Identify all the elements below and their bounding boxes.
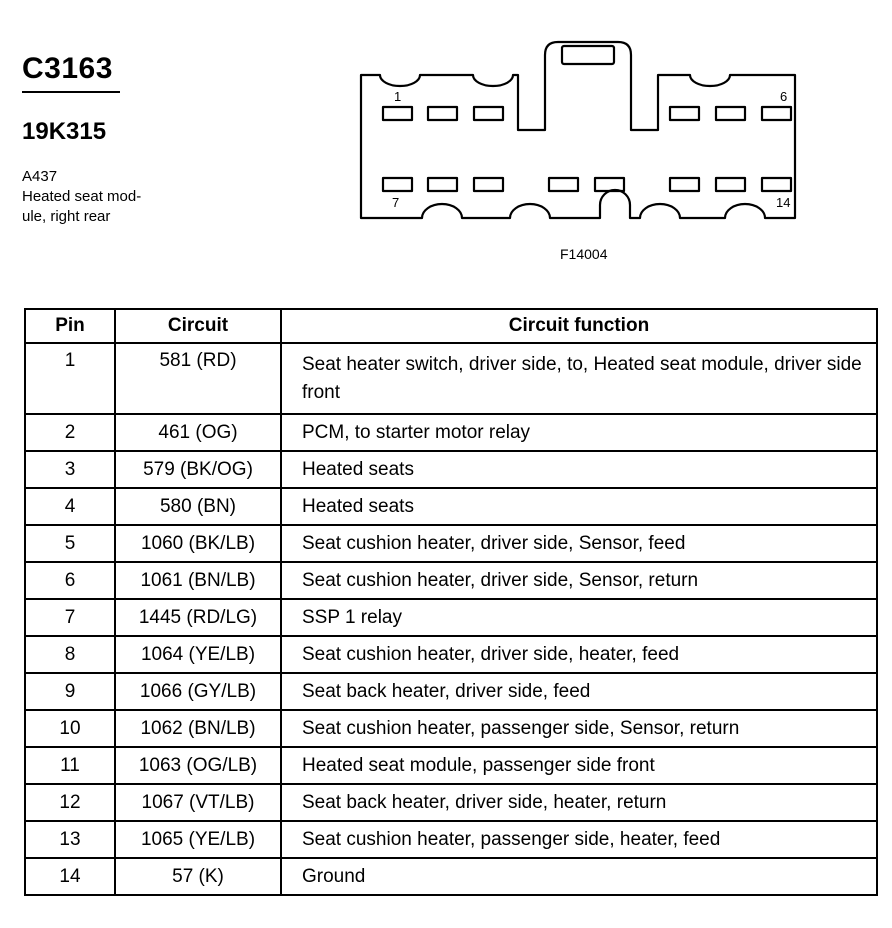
pinout-table: [24, 308, 878, 896]
table-row: [25, 488, 877, 525]
table-row: [25, 858, 877, 895]
pin-cell: 2: [25, 414, 115, 451]
circuit-cell: 581 (RD): [115, 343, 281, 414]
header-circuit-function: Circuit function: [281, 309, 877, 343]
circuit-cell: 1067 (VT/LB): [115, 784, 281, 821]
pin-cell: 10: [25, 710, 115, 747]
table-row: [25, 784, 877, 821]
function-cell: Heated seat module, passenger side front: [281, 747, 877, 784]
table-row: [25, 451, 877, 488]
connector-id-underline: [22, 91, 120, 93]
pin-cell: 3: [25, 451, 115, 488]
table-row: [25, 821, 877, 858]
table-row: [25, 673, 877, 710]
connector-latch: [562, 46, 614, 64]
circuit-cell: 1066 (GY/LB): [115, 673, 281, 710]
table-row: [25, 599, 877, 636]
function-cell: Seat back heater, driver side, feed: [281, 673, 877, 710]
component-description-line1: Heated seat mod-: [22, 188, 142, 205]
function-cell: SSP 1 relay: [281, 599, 877, 636]
connector-face-diagram: [340, 30, 810, 245]
connector-id: C3163: [22, 52, 113, 85]
pin-cell: 8: [25, 636, 115, 673]
table-row: [25, 414, 877, 451]
pin-cell: 5: [25, 525, 115, 562]
function-cell: Seat back heater, driver side, heater, return: [281, 784, 877, 821]
function-cell: Seat cushion heater, driver side, heater, feed: [281, 636, 877, 673]
table-row: [25, 562, 877, 599]
header-pin: Pin: [25, 309, 115, 343]
function-cell: Ground: [281, 858, 877, 895]
component-description-line2: ule, right rear: [22, 208, 111, 225]
pin-cell: 13: [25, 821, 115, 858]
circuit-cell: 1065 (YE/LB): [115, 821, 281, 858]
pin-cell: 14: [25, 858, 115, 895]
function-cell: Seat cushion heater, passenger side, heater, feed: [281, 821, 877, 858]
pin-label-7: 7: [392, 195, 400, 210]
circuit-cell: 1062 (BN/LB): [115, 710, 281, 747]
function-cell: PCM, to starter motor relay: [281, 414, 877, 451]
circuit-cell: 1063 (OG/LB): [115, 747, 281, 784]
circuit-cell: 57 (K): [115, 858, 281, 895]
component-code: A437: [22, 168, 58, 185]
table-row: [25, 747, 877, 784]
pin-cell: 1: [25, 343, 115, 414]
circuit-cell: 461 (OG): [115, 414, 281, 451]
pin-label-14: 14: [776, 195, 791, 210]
circuit-cell: 1445 (RD/LG): [115, 599, 281, 636]
function-cell: Heated seats: [281, 451, 877, 488]
pin-cell: 12: [25, 784, 115, 821]
table-row: [25, 710, 877, 747]
circuit-cell: 1060 (BK/LB): [115, 525, 281, 562]
pin-label-6: 6: [780, 89, 788, 104]
table-row: [25, 525, 877, 562]
circuit-cell: 1061 (BN/LB): [115, 562, 281, 599]
circuit-cell: 580 (BN): [115, 488, 281, 525]
pin-cell: 11: [25, 747, 115, 784]
pin-cell: 9: [25, 673, 115, 710]
figure-id: F14004: [560, 246, 608, 262]
pin-cell: 6: [25, 562, 115, 599]
header-circuit: Circuit: [115, 309, 281, 343]
part-number: 19K315: [22, 118, 107, 145]
circuit-cell: 1064 (YE/LB): [115, 636, 281, 673]
function-cell: Seat cushion heater, driver side, Sensor, return: [281, 562, 877, 599]
pin-cell: 7: [25, 599, 115, 636]
table-header-row: [25, 309, 877, 343]
table-row: [25, 636, 877, 673]
pin-cell: 4: [25, 488, 115, 525]
pin-label-1: 1: [394, 89, 402, 104]
function-cell: Heated seats: [281, 488, 877, 525]
function-cell: Seat heater switch, driver side, to, Heated seat module, driver side front: [281, 343, 877, 414]
function-cell: Seat cushion heater, passenger side, Sensor, return: [281, 710, 877, 747]
table-row: [25, 343, 877, 414]
circuit-cell: 579 (BK/OG): [115, 451, 281, 488]
function-cell: Seat cushion heater, driver side, Sensor, feed: [281, 525, 877, 562]
